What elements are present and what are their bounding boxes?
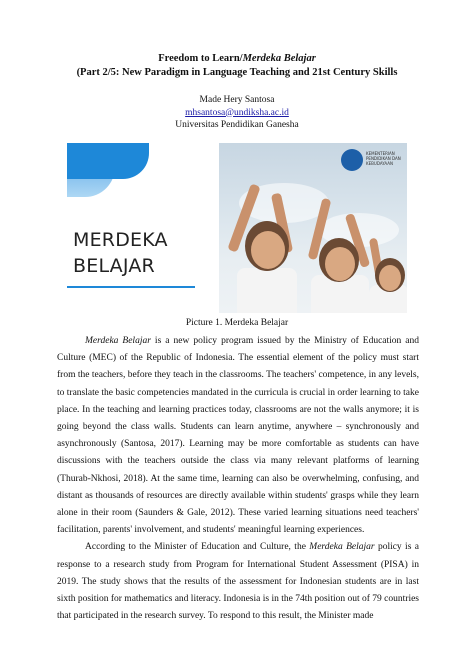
decorative-blue-shape bbox=[67, 143, 149, 179]
author-name: Made Hery Santosa bbox=[199, 95, 275, 105]
author-email-link[interactable]: mhsantosa@undiksha.ac.id bbox=[185, 107, 289, 118]
logo-text: KEMENTERIAN PENDIDIKAN DAN KEBUDAYAAN bbox=[366, 151, 401, 166]
figure-banner-panel bbox=[67, 143, 219, 313]
paper-title bbox=[0, 52, 474, 80]
figure-merdeka-belajar bbox=[67, 143, 407, 313]
ministry-logo bbox=[341, 149, 401, 175]
banner-heading: MERDEKA BELAJAR bbox=[73, 229, 168, 277]
paragraph: According to the Minister of Education and Culture, the Merdeka Belajar policy is a response to a research study from Program for International Student Assessment (PISA) in 2019. The study shows that the results of the assessment for Indonesian students are in last sixth position for mathematics and literacy. Indonesia is in the 74th position out of 79 countries that participated in the research survey. To respond to this result, the Minister made bbox=[57, 542, 419, 622]
title-line-1: Freedom to Learn/Merdeka Belajar bbox=[158, 53, 316, 64]
author-block bbox=[0, 94, 474, 132]
title-line-2: (Part 2/5: New Paradigm in Language Teaching and 21st Century Skills bbox=[76, 67, 398, 78]
ministry-emblem-icon bbox=[341, 149, 363, 171]
banner-underline bbox=[67, 286, 195, 288]
figure-photo-children bbox=[219, 143, 407, 313]
figure-caption: Picture 1. Merdeka Belajar bbox=[185, 318, 289, 328]
author-affiliation: Universitas Pendidikan Ganesha bbox=[175, 120, 299, 130]
paragraph: Merdeka Belajar is a new policy program issued by the Ministry of Education and Culture (MEC) of the Republic of Indonesia. The essential element of the policy must start from the teachers, before they teach in the classrooms. The teachers' competence, in any levels, to translate the basic competencies mandated in the curricula is crucial in order learning to take place. In the teaching and learning practices today, classrooms are not the walls anymore; it is going beyond the class walls. Students can learn anytime, anywhere – synchronously and asynchronously (Santosa, 2017). Learning may be more comfortable as students can have discussions with the teachers outside the class via many relevant platforms of learning (Thurab-Nkhosi, 2018). At the same time, learning can also be overwhelming, confusing, and distant as thousands of resources are directly available within students' grasps while they learn alone in their room (Saunders & Gale, 2012). These varied learning situations need teachers' facilitation, parents' involvement, and students' meaningful learning experiences. bbox=[57, 336, 420, 536]
body-text bbox=[57, 333, 419, 625]
